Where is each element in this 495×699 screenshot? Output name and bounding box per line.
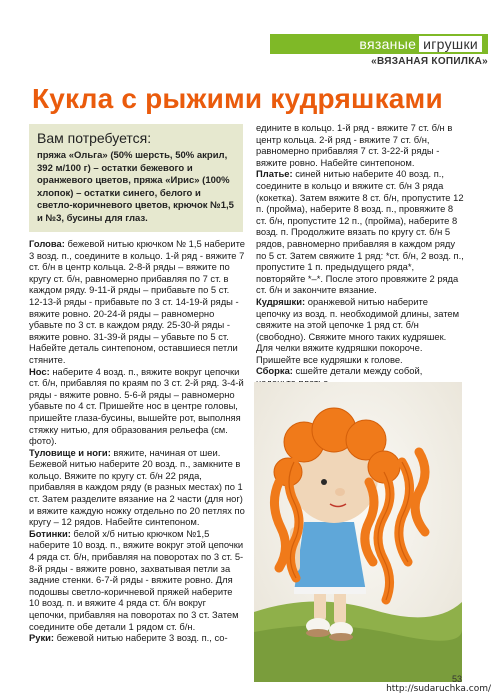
materials-text: пряжа «Ольга» (50% шерсть, 50% акрил, 392 м/100 г) – остатки бежевого и оранжевого цветов, пряжа «Ирис» (100% хлопок) – остатки синего, белого и светло-коричневого цветов, крючок №1,5 и №3, бусины для глаз. [37,150,234,224]
header-accent-bar [270,34,280,54]
doll-photo [254,382,462,682]
paragraph-text: едините в кольцо. 1-й ряд - вяжите 7 ст. б/н в центр кольца. 2-й ряд - вяжите 7 ст. б/н, равномерно прибавляя 7 ст. 3-22-й ряды - вяжите ровно. Набейте синтепоном. [256,122,453,168]
header-word-1: вязаные [359,36,417,52]
paragraph-dress [256,168,464,296]
magazine-name: «ВЯЗАНАЯ КОПИЛКА» [371,56,488,67]
paragraph-text: вяжите, начиная от шеи. Бежевой нитью наберите 20 возд. п., замкните в кольцо. Вяжите по кругу ст. б/н 22 ряда, прибавляя в каждом ряду (в разных местах) по 1 ст. Затем разделите вязание на 2 части (для ног) и вяжите каждую ножку отдельно по 20 петлях по кругу – 12 рядов. Набейте синтепоном. [29,446,245,528]
paragraph-label: Кудряшки: [256,295,306,307]
paragraph-text: наберите 4 возд. п., вяжите вокруг цепочки ст. б/н, прибавляя по краям по 3 ст. 2-й ряд. 3-4-й ряды - вяжите ровно. 5-6-й ряды – равномерно убавьте по 4 ст. Пришейте нос в центре головы, пришейте глаза-бусины, вышейте рот, выполняя стяжку нитью, для образования рельефа (см. фото). [29,365,244,447]
paragraph-boots [29,528,245,632]
header-word-2: игрушки [419,36,482,52]
doll-illustration [254,382,462,682]
paragraph-text: бежевой нитью наберите 3 возд. п., со- [54,632,228,644]
paragraph-body-legs [29,447,245,528]
materials-box [29,124,243,232]
paragraph-label: Голова: [29,238,65,249]
paragraph-text: сшейте детали между собой, [295,365,423,377]
header-category [280,34,488,54]
right-column [256,122,464,389]
section-header [270,34,488,54]
paragraph-arms [29,632,245,644]
paragraph-curls [256,296,464,366]
paragraph-label: Руки: [29,632,55,644]
paragraph-text: бежевой нитью крючком № 1,5 наберите 3 возд. п., соедините в кольцо. 1-й ряд - вяжите 7 ст. б/н в центр кольца. 2-8-й ряды – вяжите по кругу ст. б/н, равномерно прибавляя по 7 ст. в каждом ряду. 9-11-й ряды – прибавьте по 5 ст. 12-13-й ряды - прибавьте по 3 ст. 14-19-й ряды - вяжите ровно. 20-24-й ряды – равномерно убавьте по 3 ст. в каждом ряду. 25-30-й ряды - вяжите ровно. 31-39-й ряды – убавьте по 5 ст. Набейте деталь синтепоном, оставшиеся петли стяните. [29,238,246,365]
materials-heading: Вам потребуется: [37,130,152,146]
paragraph-text: синей нитью наберите 40 возд. п., соедините в кольцо и вяжите ст. б/н 3 ряда (кокетка). Затем вяжите 8 ст. б/н, пропустите 12 п. (пройма), наберите 8 возд. п., провяжите 8 ст. б/н, пропустите 12 п., (пройма), наберите 8 возд. п. Продолжите вязать по кругу ст. б/н 5 рядов, равномерно прибавляя в каждом ряду по 5 ст. Затем свяжите 1 ряд: *ст. б/н, 2 возд. п., пропустите 1 п. предыдущего ряда*, повторяйте *–*. После этого провяжите 2 ряда ст. б/н и закончите вязание. [256,168,464,296]
paragraph-label: Туловище и ноги: [29,446,111,458]
paragraph-head [29,238,245,366]
paragraph-nose [29,366,245,447]
paragraph-text: белой х/б нитью крючком №1,5 наберите 10 возд. п., вяжите вокруг этой цепочки 4 ряда ст. б/н, прибавляя на поворотах по 3 ст. 5-8-й ряды - вяжите ровно, захватывая петли за задние стенки. 6-7-й ряды - вяжите ровно. Для подошвы светло-коричневой пряжей наберите 10 возд. п. и вяжите 4 ряда ст. б/н вокруг цепочки, прибавляя на поворотах по 3 ст. Затем соедините обе детали 1 рядом ст. б/н. [29,527,244,632]
page-number: 53 [452,674,463,684]
paragraph-label: Сборка: [256,365,293,377]
left-column [29,238,245,644]
footer-url[interactable]: http://sudaruchka.com/ [386,684,491,694]
paragraph-text: оранжевой нитью наберите цепочку из возд. п. необходимой длины, затем свяжите на этой цепочке 1 ряд ст. б/н (свободно). Свяжите много таких кудряшек. Для челки вяжите кудряшки покороче. Пришейте все кудряшки к голове. [256,295,460,365]
paragraph-arms-cont [256,122,464,168]
paragraph-label: Ботинки: [29,527,71,539]
article-title: Кукла с рыжими кудряшками [32,83,443,114]
paragraph-label: Нос: [29,365,50,377]
paragraph-label: Платье: [256,168,293,180]
